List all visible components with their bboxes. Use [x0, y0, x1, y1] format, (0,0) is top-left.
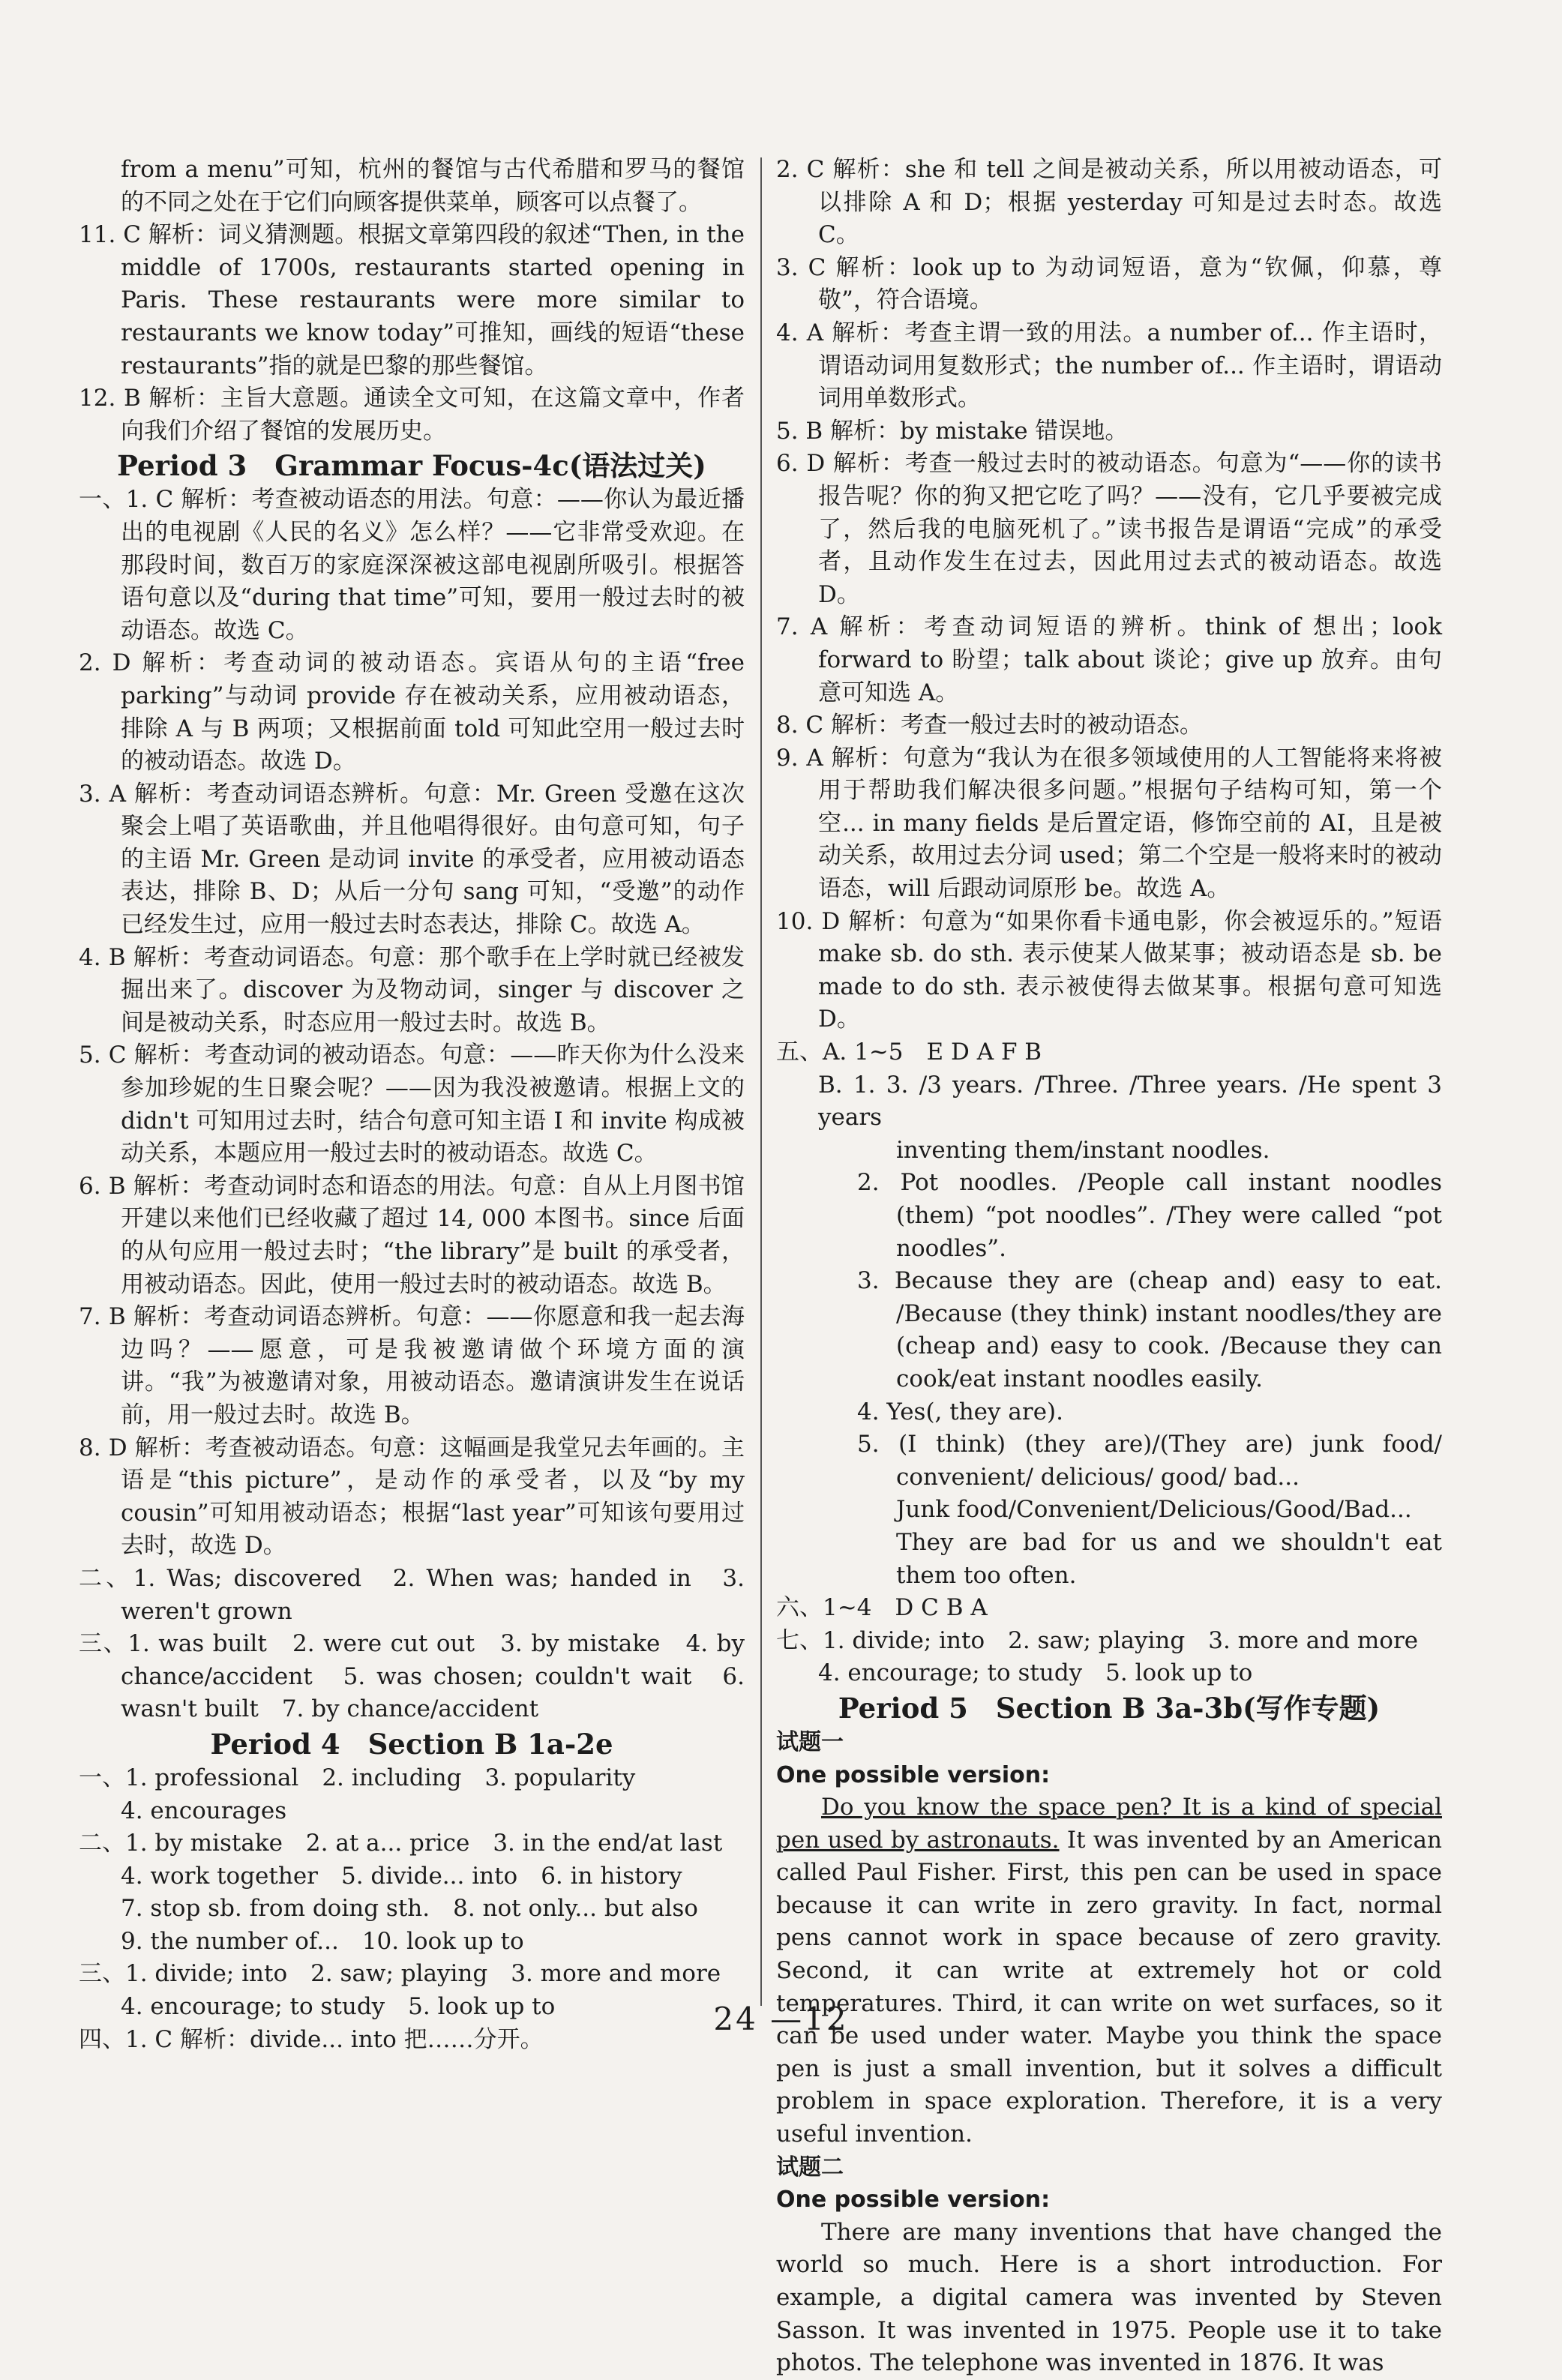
topic-label: 试题一: [776, 1728, 844, 1755]
answer-item: 4. A 解析：考查主谓一致的用法。a number of... 作主语时，谓语动词用复数形式；the number of... 作主语时，谓语动词用单数形式。: [776, 319, 1442, 412]
section-title-period5: Period 5 Section B 3a-3b(写作专题): [838, 1691, 1381, 1725]
answer-item: 4. Yes(, they are).: [857, 1398, 1063, 1425]
left-column: [79, 154, 745, 2056]
answer-item: 五、A. 1~5 E D A F B: [776, 1039, 1042, 1066]
answer-item: B. 1. 3. /3 years. /Three. /Three years. /He spent 3 years: [818, 1071, 1442, 1132]
answer-item: 7. A 解析：考查动词短语的辨析。think of 想出；look forward to 盼望；talk about 谈论；give up 放弃。由句意可知选 A。: [776, 613, 1442, 706]
answer-item: 二、1. by mistake 2. at a... price 3. in the end/at last: [79, 1830, 723, 1857]
answer-item: 2. C 解析：she 和 tell 之间是被动关系，所以用被动语态，可以排除 A 和 D；根据 yesterday 可知是过去时态。故选 C。: [776, 156, 1442, 249]
answer-item: 11. C 解析：词义猜测题。根据文章第四段的叙述“Then, in the middle of 1700s, restaurants started opening in Paris. These restaurants were more similar to restaurants we know today”可推知，画线的短语“these restaurants”指的就是巴黎的那些餐馆。: [79, 221, 745, 379]
answer-item: 5. (I think) (they are)/(They are) junk food/ convenient/ delicious/ good/ bad...: [857, 1431, 1442, 1491]
answer-item: Junk food/Convenient/Delicious/Good/Bad...: [896, 1496, 1412, 1524]
answer-item: 8. D 解析：考查被动语态。句意：这幅画是我堂兄去年画的。主语是“this picture”，是动作的承受者，以及“by my cousin”可知用被动语态；根据“last year”可知该句要用过去时，故选 D。: [79, 1434, 745, 1560]
answer-item: 9. the number of... 10. look up to: [121, 1927, 524, 1955]
answer-item: 三、1. divide; into 2. saw; playing 3. more and more: [79, 1960, 721, 1988]
answer-item: 6. D 解析：考查一般过去时的被动语态。句意为“——你的读书报告呢？你的狗又把它吃了吗？——没有，它几乎要被完成了，然后我的电脑死机了。”读书报告是谓语“完成”的承受者，且动作发生在过去，因此用过去式的被动语态。故选 D。: [776, 450, 1442, 608]
answer-item: 3. A 解析：考查动词语态辨析。句意：Mr. Green 受邀在这次聚会上唱了英语歌曲，并且他唱得很好。由句意可知，句子的主语 Mr. Green 是动词 invite 的承受者，应用被动语态表达，排除 B、D；从后一分句 sang 可知，“受邀”的动作已经发生过，应用一般过去时态表达，排除 C。故选 A。: [79, 780, 745, 939]
page-number: 24 —12: [713, 2001, 849, 2037]
answer-item: 6. B 解析：考查动词时态和语态的用法。句意：自从上月图书馆开建以来他们已经收藏了超过 14, 000 本图书。since 后面的从句应用一般过去时；“the library”是 built 的承受者，用被动语态。因此，使用一般过去时的被动语态。故选 B。: [79, 1172, 745, 1298]
answer-item: 一、1. professional 2. including 3. popularity: [79, 1764, 636, 1791]
answer-item: from a menu”可知，杭州的餐馆与古代希腊和罗马的餐馆的不同之处在于它们向顾客提供菜单，顾客可以点餐了。: [121, 156, 745, 216]
answer-item: 5. B 解析：by mistake 错误地。: [776, 417, 1129, 445]
version-label: One possible version:: [776, 1761, 1051, 1788]
topic-label: 试题二: [776, 2154, 844, 2181]
version-label: One possible version:: [776, 2187, 1051, 2214]
answer-item: 一、1. C 解析：考查被动语态的用法。句意：——你认为最近播出的电视剧《人民的名义》怎么样？——它非常受欢迎。在那段时间，数百万的家庭深深被这部电视剧所吸引。根据答语句意以及“during that time”可知，要用一般过去时的被动语态。故选 C。: [79, 486, 745, 644]
right-column: [776, 154, 1442, 2380]
answer-item: 4. encourage; to study 5. look up to: [121, 1993, 556, 2021]
answer-item: 5. C 解析：考查动词的被动语态。句意：——昨天你为什么没来参加珍妮的生日聚会呢？——因为我没被邀请。根据上文的 didn't 可知用过去时，结合句意可知主语 I 和 invite 构成被动关系，本题应用一般过去时的被动语态。故选 C。: [79, 1042, 745, 1168]
answer-item: 四、1. C 解析：divide... into 把……分开。: [79, 2025, 544, 2053]
answer-item: 10. D 解析：句意为“如果你看卡通电影，你会被逗乐的。”短语 make sb. do sth. 表示使某人做某事；被动语态是 sb. be made to do sth. 表示被使得去做某事。根据句意可知选 D。: [776, 907, 1442, 1033]
answer-item: 六、1~4 D C B A: [776, 1594, 988, 1622]
section-title-period3: Period 3 Grammar Focus-4c(语法过关): [117, 449, 706, 483]
answer-item: 9. A 解析：句意为“我认为在很多领域使用的人工智能将来将被用于帮助我们解决很多问题。”根据句子结构可知，第一个空... in many fields 是后置定语，修饰空前的 AI，且是被动关系，故用过去分词 used；第二个空是一般将来时的被动语态，will 后跟动词原形 be。故选 A。: [776, 744, 1442, 903]
answer-item: 4. work together 5. divide... into 6. in history: [121, 1862, 682, 1890]
answer-item: 4. encourages: [121, 1797, 287, 1824]
answer-item: 7. stop sb. from doing sth. 8. not only... but also: [121, 1895, 698, 1923]
answer-item: 7. B 解析：考查动词语态辨析。句意：——你愿意和我一起去海边吗？——愿意，可是我被邀请做个环境方面的演讲。“我”为被邀请对象，用被动语态。邀请演讲发生在说话前，用一般过去时。故选 B。: [79, 1303, 745, 1428]
answer-item: 七、1. divide; into 2. saw; playing 3. more and more: [776, 1626, 1419, 1654]
essay-one-underlined: Do you know the space pen? It is a kind of special pen used by astronauts.: [776, 1794, 1442, 1854]
answer-item: 2. Pot noodles. /People call instant noodles (them) “pot noodles”. /They were called “pot noodles”.: [857, 1169, 1442, 1262]
answer-item: They are bad for us and we shouldn't eat them too often.: [896, 1528, 1442, 1589]
answer-item: 三、1. was built 2. were cut out 3. by mistake 4. by chance/accident 5. was chosen; couldn't wait 6. wasn't built 7. by chance/accident: [79, 1630, 745, 1723]
essay-one-body: It was invented by an American called Paul Fisher. First, this pen can be used in space because it can write in zero gravity. In fact, normal pens cannot work in space because of zero gravity. Second, it can write at extremely hot or cold temperatures. Third, it can write on wet surfaces, so it can be used under water. Maybe you think the space pen is just a small invention, but it solves a difficult problem in space exploration. Therefore, it is a very useful invention.: [776, 1826, 1442, 2148]
answer-item: 3. Because they are (cheap and) easy to eat. /Because (they think) instant noodles/they are (cheap and) easy to cook. /Because they can cook/eat instant noodles easily.: [857, 1267, 1442, 1392]
answer-item: 2. D 解析：考查动词的被动语态。宾语从句的主语“free parking”与动词 provide 存在被动关系，应用被动语态，排除 A 与 B 两项；又根据前面 told 可知此空用一般过去时的被动语态。故选 D。: [79, 649, 745, 775]
essay-one: [776, 1791, 1442, 2151]
column-divider: [760, 157, 762, 2006]
answer-item: 3. C 解析：look up to 为动词短语，意为“钦佩，仰慕，尊敬”，符合语境。: [776, 253, 1442, 314]
section-title-period4: Period 4 Section B 1a-2e: [210, 1727, 613, 1761]
essay-two: There are many inventions that have changed the world so much. Here is a short introduction. For example, a digital camera was invented by Steven Sasson. It was invented in 1975. People use it to take photos. The telephone was invented in 1876. It was: [776, 2218, 1442, 2377]
answer-item: 8. C 解析：考查一般过去时的被动语态。: [776, 712, 1204, 739]
answer-item: 4. encourage; to study 5. look up to: [818, 1659, 1253, 1687]
answer-item: 12. B 解析：主旨大意题。通读全文可知，在这篇文章中，作者向我们介绍了餐馆的发展历史。: [79, 385, 745, 445]
answer-item: inventing them/instant noodles.: [896, 1136, 1270, 1164]
answer-item: 二、1. Was; discovered 2. When was; handed in 3. weren't grown: [79, 1564, 745, 1625]
answer-item: 4. B 解析：考查动词语态。句意：那个歌手在上学时就已经被发掘出来了。discover 为及物动词，singer 与 discover 之间是被动关系，时态应用一般过去时。故选 B。: [79, 943, 745, 1036]
